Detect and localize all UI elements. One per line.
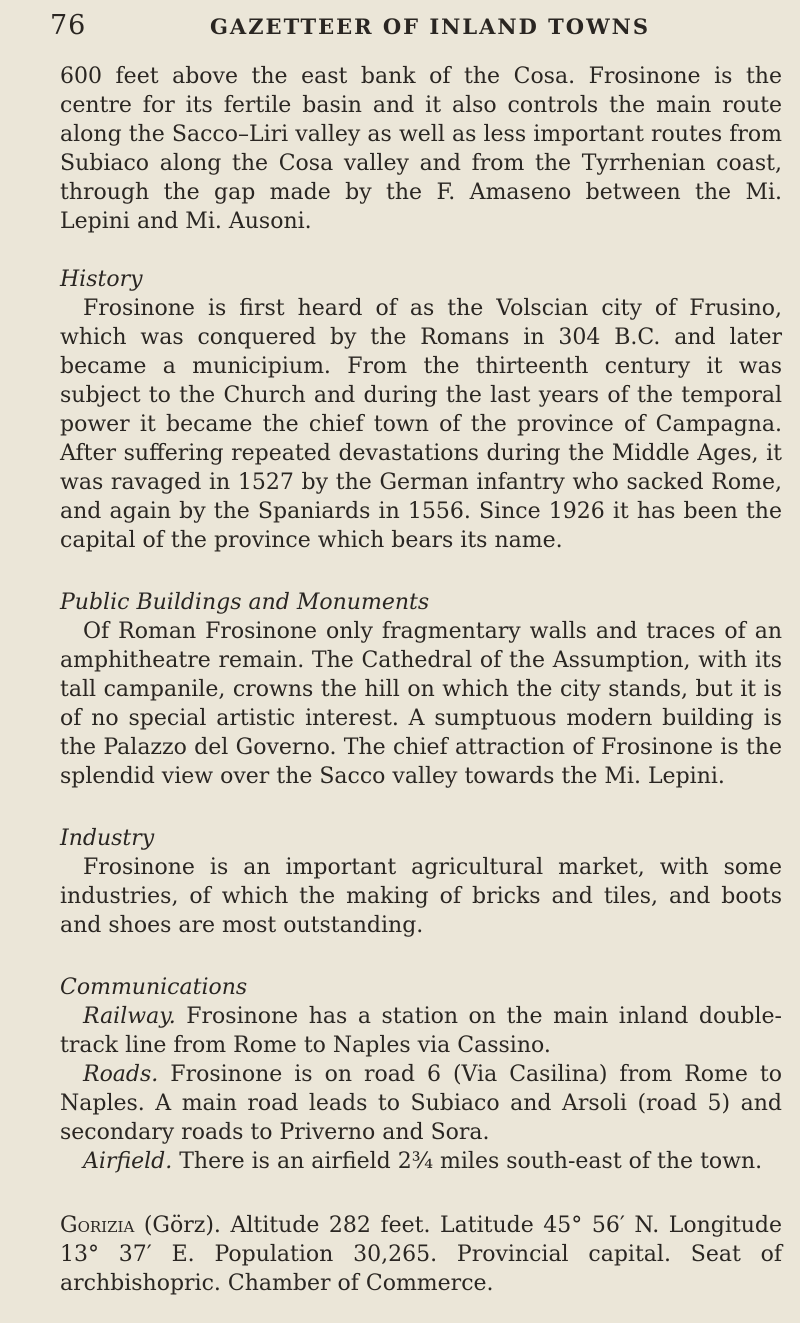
communications-heading: Communications [60,975,248,1000]
entry-head-word: Gorizia [60,1213,135,1238]
public-buildings-paragraph: Of Roman Frosinone only fragmentary walls and traces of an amphitheatre remain. The Cathedral of the Assumption, with its tall campanile, crowns the hill on which the city stands, but it is of no special artistic interest. A sumptuous modern building is the Palazzo del Governo. The chief attraction of Frosinone is the splendid view over the Sacco valley towards the Mi. Lepini. [60,619,782,789]
running-title: GAZETTEER OF INLAND TOWNS [210,14,651,39]
page-number: 76 [50,10,87,41]
intro-paragraph: 600 feet above the east bank of the Cosa. Frosinone is the centre for its fertile basin and it also controls the main route along the Sacco–Liri valley as well as less important routes from Subiaco along the Cosa valley and from the Tyrrhenian coast, through the gap made by the F. Amaseno between the Mi. Lepini and Mi. Ausoni. [60,64,782,234]
running-head [50,10,782,60]
airfield-label: Airfield. [83,1149,173,1174]
industry-heading: Industry [60,826,155,851]
gorizia-entry [60,1211,782,1298]
history-heading: History [60,267,143,292]
roads-paragraph [60,1060,782,1147]
railway-paragraph [60,1002,782,1060]
public-buildings-heading: Public Buildings and Monuments [60,590,430,615]
history-paragraph: Frosinone is first heard of as the Volscian city of Frusino, which was conquered by the Romans in 304 B.C. and later became a municipium. From the thirteenth century it was subject to the Church and during the last years of the temporal power it became the chief town of the province of Campagna. After suffering repeated devastations during the Middle Ages, it was ravaged in 1527 by the German infantry who sacked Rome, and again by the Spaniards in 1556. Since 1926 it has been the capital of the province which bears its name. [60,296,782,553]
roads-label: Roads. [83,1062,159,1087]
airfield-paragraph [60,1147,782,1176]
entry-text: (Görz). Altitude 282 feet. Latitude 45° 56′ N. Longitude 13° 37′ E. Population 30,265. Provincial capital. Seat of archbishopric. Chamber of Commerce. [60,1213,782,1296]
railway-text: Frosinone has a station on the main inland double-track line from Rome to Naples via Cassino. [60,1004,782,1058]
railway-label: Railway. [83,1004,176,1029]
airfield-text: There is an airfield 2¾ miles south-east of the town. [172,1149,763,1174]
industry-paragraph: Frosinone is an important agricultural market, with some industries, of which the making of bricks and tiles, and boots and shoes are most outstanding. [60,855,782,938]
roads-text: Frosinone is on road 6 (Via Casilina) from Rome to Naples. A main road leads to Subiaco and Arsoli (road 5) and secondary roads to Priverno and Sora. [60,1062,782,1145]
